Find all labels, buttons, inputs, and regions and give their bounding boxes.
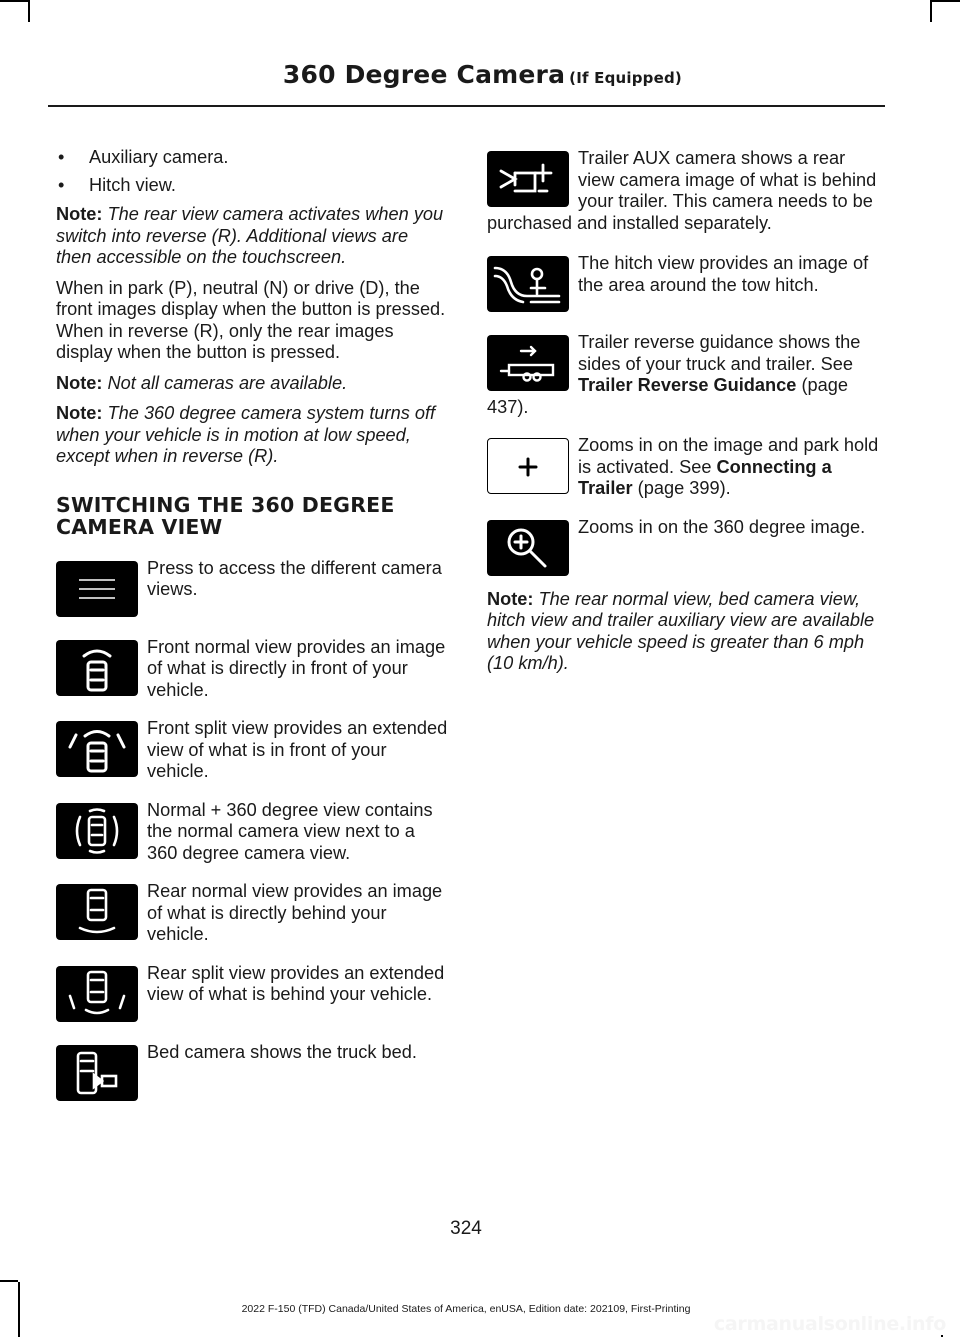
page-number: 324 bbox=[450, 1218, 482, 1239]
bullet-glyph: • bbox=[58, 174, 65, 195]
note-label: Note: bbox=[487, 588, 534, 609]
item-text: Normal + 360 degree view contains the normal camera view next to a 360 degree camera view. bbox=[147, 799, 433, 863]
crop-mark bbox=[28, 0, 30, 22]
camera-view-item bbox=[56, 718, 448, 783]
menu-lines-icon bbox=[56, 561, 138, 617]
note-label: Note: bbox=[56, 372, 103, 393]
item-text: Zooms in on the 360 degree image. bbox=[578, 516, 866, 537]
link-trailer-reverse-guidance[interactable]: Trailer Reverse Guidance bbox=[578, 375, 797, 395]
bullet-text: Hitch view. bbox=[89, 174, 176, 195]
note-text: The rear normal view, bed camera view, hitch view and trailer auxiliary view are available when your vehicle speed is greater than 6 mph (10 km/h). bbox=[487, 588, 875, 673]
note-speed-availability bbox=[487, 589, 882, 675]
note-availability bbox=[56, 373, 448, 395]
bed-camera-icon bbox=[56, 1045, 138, 1101]
camera-view-item bbox=[56, 963, 448, 1025]
item-text: Bed camera shows the truck bed. bbox=[147, 1041, 417, 1062]
crop-mark bbox=[0, 0, 28, 2]
bullet-glyph: • bbox=[58, 147, 65, 167]
rear-normal-view-icon bbox=[56, 884, 138, 940]
trailer-aux-camera-icon bbox=[487, 151, 569, 207]
list-item bbox=[56, 147, 448, 169]
bullet-text: Auxiliary camera. bbox=[89, 147, 229, 167]
zoom-plus-icon bbox=[487, 438, 569, 494]
note-label: Note: bbox=[56, 403, 103, 423]
note-rear-camera bbox=[0, 204, 448, 269]
camera-view-item bbox=[487, 148, 882, 234]
paragraph-park-neutral-drive: When in park (P), neutral (N) or drive (D), the front images display when the button is pressed. When in reverse (R), only the rear images display when the button is pressed. bbox=[56, 277, 446, 362]
item-text: Trailer AUX camera shows a rear view camera image of what is behind your trailer. This camera needs to be purchased and installed separately. bbox=[487, 148, 877, 233]
item-text: The hitch view provides an image of the area around the tow hitch. bbox=[578, 253, 869, 295]
camera-view-item bbox=[487, 332, 882, 418]
trailer-reverse-guidance-icon bbox=[487, 335, 569, 391]
hitch-view-icon bbox=[487, 256, 569, 312]
item-text: Front split view provides an extended view of what is in front of your vehicle. bbox=[147, 718, 448, 781]
camera-view-item bbox=[56, 637, 448, 702]
watermark: carmanualsonline.info bbox=[713, 1313, 946, 1335]
item-text-before: Trailer reverse guidance shows the sides of your truck and trailer. See bbox=[578, 332, 861, 374]
item-text: Rear split view provides an extended view of what is behind your vehicle. bbox=[147, 962, 445, 1004]
title-subtitle: (If Equipped) bbox=[569, 69, 682, 87]
camera-view-item bbox=[56, 1042, 448, 1104]
front-split-view-icon bbox=[56, 721, 138, 777]
item-text-before: Zooms in on the image and park hold is activated. See bbox=[578, 435, 879, 477]
title-text: 360 Degree Camera bbox=[282, 60, 566, 89]
camera-view-item bbox=[56, 800, 448, 865]
camera-view-item bbox=[487, 517, 882, 579]
left-column bbox=[56, 147, 448, 1121]
crop-mark bbox=[0, 1280, 18, 1282]
section-heading: SWITCHING THE 360 DEGREE CAMERA VIEW bbox=[56, 492, 395, 539]
crop-mark bbox=[930, 0, 932, 22]
item-text-after: (page 437). bbox=[487, 375, 848, 417]
item-text: Rear normal view provides an image of what is directly behind your vehicle. bbox=[147, 881, 443, 944]
note-label: Note: bbox=[56, 204, 103, 224]
crop-mark bbox=[932, 0, 960, 2]
camera-view-item bbox=[56, 881, 448, 946]
magnifier-zoom-icon bbox=[487, 520, 569, 576]
normal-360-view-icon bbox=[56, 803, 138, 859]
note-text: Not all cameras are available. bbox=[107, 372, 348, 393]
footer-edition: 2022 F-150 (TFD) Canada/United States of America, enUSA, Edition date: 202109, First-Printing bbox=[241, 1303, 691, 1315]
item-text: Press to access the different camera views. bbox=[147, 557, 442, 599]
list-item bbox=[56, 175, 448, 197]
link-connecting-a-trailer[interactable]: Connecting a Trailer bbox=[578, 456, 832, 498]
camera-view-item bbox=[56, 558, 448, 620]
page-title bbox=[283, 60, 682, 89]
item-text: Front normal view provides an image of what is directly in front of your vehicle. bbox=[147, 636, 446, 700]
header-divider bbox=[48, 105, 885, 107]
camera-view-item bbox=[487, 435, 882, 500]
note-system-off bbox=[56, 403, 448, 468]
note-text: The 360 degree camera system turns off when your vehicle is in motion at low speed, except when in reverse (R). bbox=[56, 403, 436, 466]
camera-view-item bbox=[487, 253, 882, 315]
rear-split-view-icon bbox=[56, 966, 138, 1022]
note-text: The rear view camera activates when you switch into reverse (R). Additional views are then accessible on the touchscreen. bbox=[56, 204, 444, 267]
right-column bbox=[487, 148, 882, 684]
item-text-after: (page 399). bbox=[637, 478, 731, 498]
front-normal-view-icon bbox=[56, 640, 138, 696]
